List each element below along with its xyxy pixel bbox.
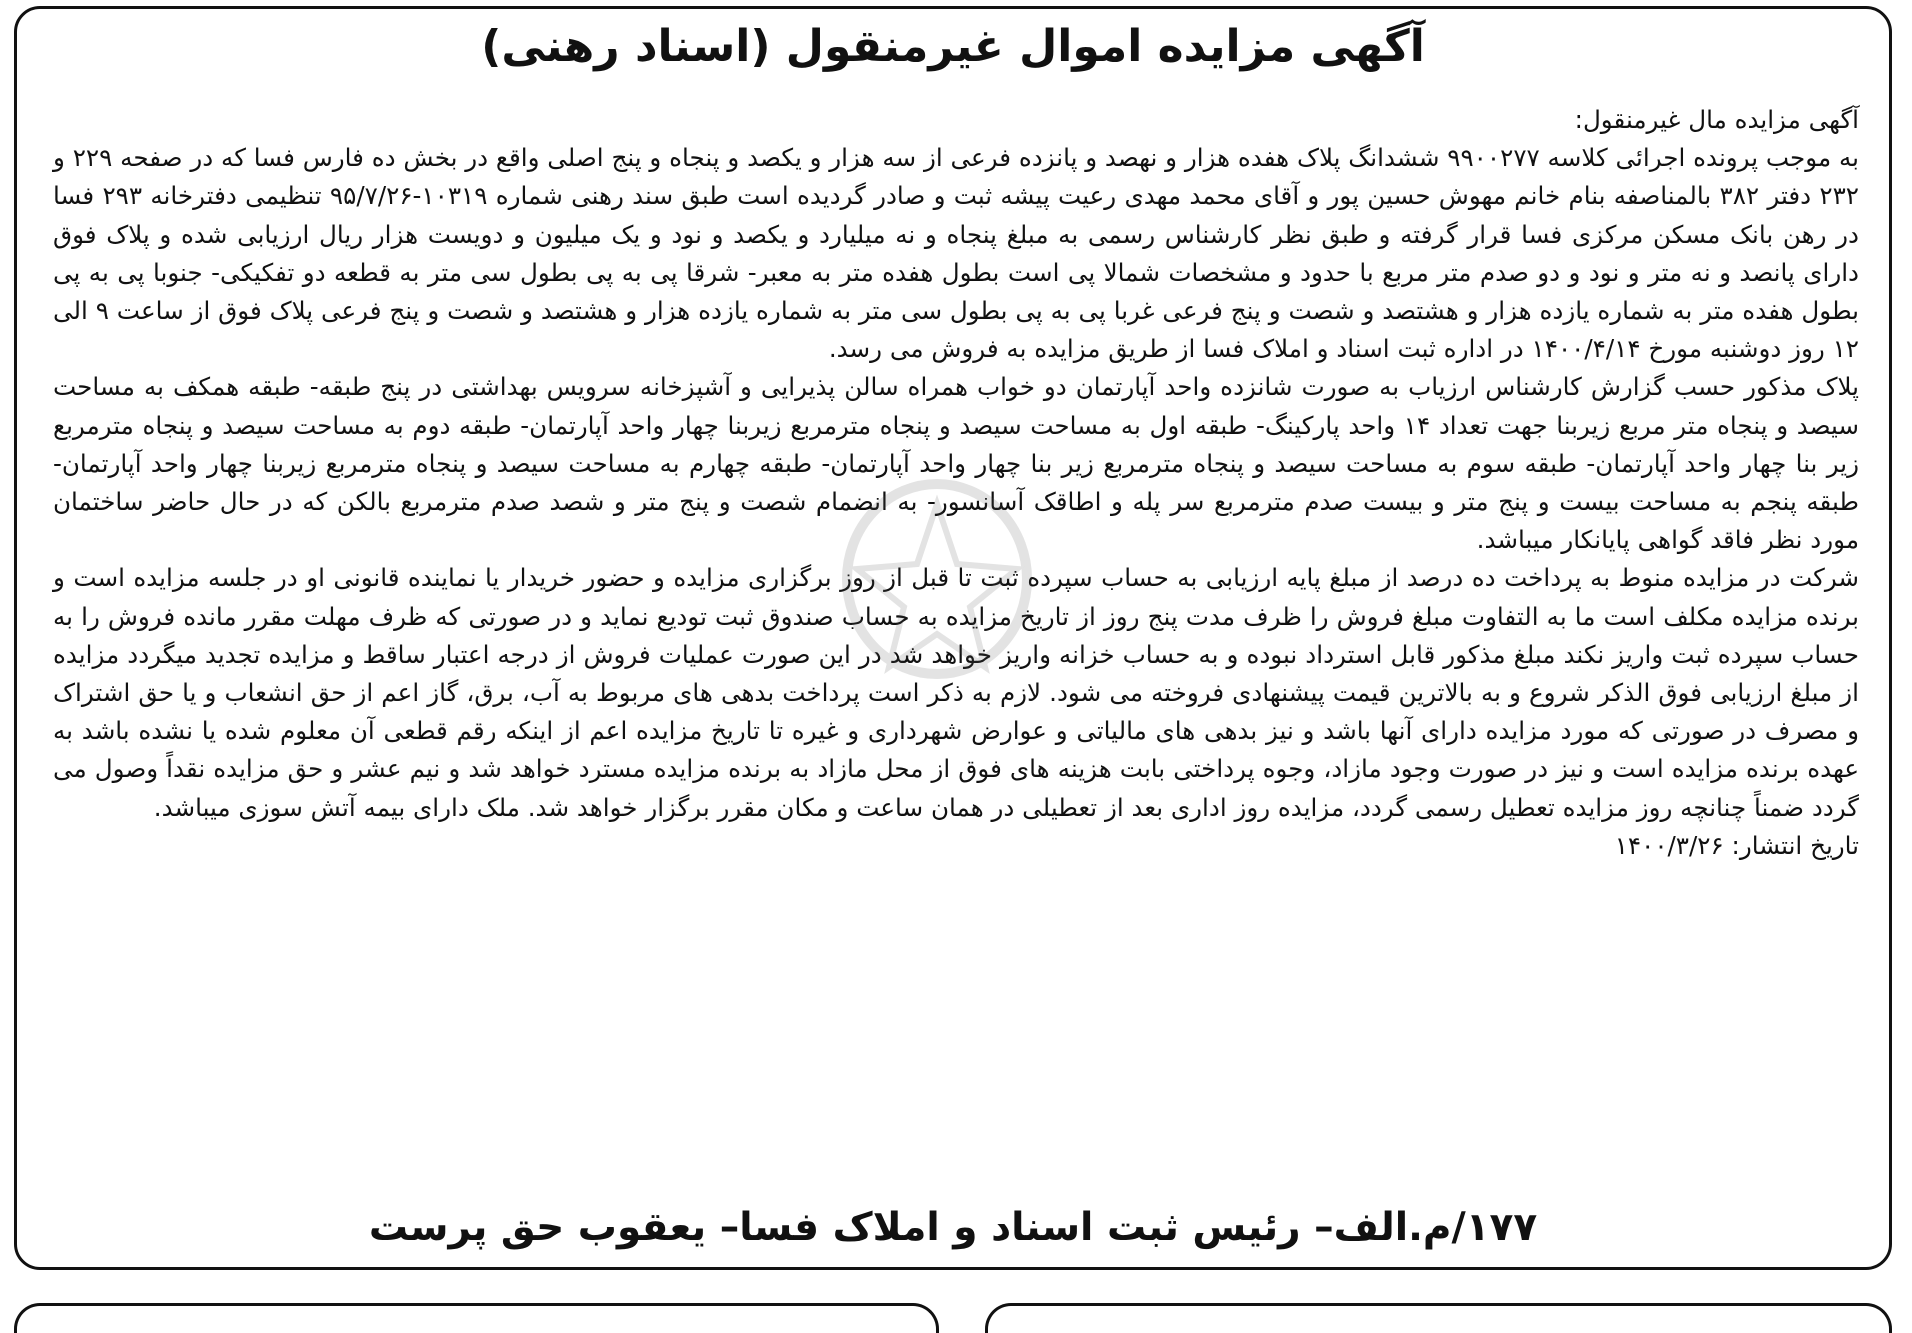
notice-title: آگهی مزایده اموال غیرمنقول (اسناد رهنی) — [481, 21, 1425, 72]
notice-paragraph-terms: شرکت در مزایده منوط به پرداخت ده درصد از مبلغ پایه ارزیابی به حساب سپرده ثبت تا قبل از روز برگزاری مزایده و حضور خریدار یا نماینده قانونی او در جلسه مزایده است و برنده مزایده مکلف است ما به التفاوت مبلغ فروش را ظرف مدت پنج روز از تاریخ مزایده به حساب صندوق ثبت تودیع نماید و در صورتی که ظرف مهلت مقرر مانده فروش را به حساب سپرده ثبت واریز نکند مبلغ مذکور قابل استرداد نبوده و به حساب خزانه واریز خواهد شد در این صورت عملیات فروش از درجه اعتبار ساقط و مزایده تجدید میگردد مزایده از مبلغ ارزیابی فوق الذکر شروع و به بالاترین قیمت پیشنهادی فروخته می شود. لازم به ذکر است پرداخت بدهی های مربوط به آب، برق، گاز اعم از حق انشعاب و یا حق اشتراک و مصرف در صورتی که مورد مزایده دارای آنها باشد و نیز بدهی های مالیاتی و عوارض شهرداری و غیره تا تاریخ مزایده اعم از اینکه رقم قطعی آن معلوم شده یا نشده باشد به عهده برنده مزایده است و نیز در صورت وجود مازاد، وجوه پرداختی بابت هزینه های فوق از محل مازاد به برنده مزایده مسترد خواهد شد و نیم عشر و حق مزایده نقداً وصول می گردد ضمناً چنانچه روز مزایده تعطیل رسمی گردد، مزایده روز اداری بعد از تعطیلی در همان ساعت و مکان مقرر برگزار خواهد شد. ملک دارای بیمه آتش سوزی میباشد. — [53, 563, 1859, 822]
notice-paragraph-case: به موجب پرونده اجرائی کلاسه ۹۹۰۰۲۷۷ ششدانگ پلاک هفده هزار و نهصد و پانزده فرعی از سه هزار و یکصد و پنجاه و پنج اصلی واقع در بخش ده فارس فسا که در صفحه ۲۲۹ و ۲۳۲ دفتر ۳۸۲ بالمناصفه بنام خانم مهوش حسین پور و آقای محمد مهدی رعیت پیشه ثبت و صادر گردیده است طبق سند رهنی شماره ۱۰۳۱۹-۹۵/۷/۲۶ تنظیمی دفترخانه ۲۹۳ فسا در رهن بانک مسکن مرکزی فسا قرار گرفته و طبق نظر کارشناس رسمی به مبلغ پنجاه و نه میلیارد و یکصد و نود و یک میلیون و دویست هزار ریال ارزیابی شده و پلاک فوق دارای پانصد و نه متر و نود و دو صدم متر مربع با حدود و مشخصات شمالا پی است بطول هفده متر به معبر- شرقا پی به پی بطول سی متر به قطعه دو تفکیکی- جنوبا پی به پی بطول هفده متر به شماره یازده هزار و هشتصد و شصت و پنج فرعی غربا پی به پی بطول سی متر به شماره یازده هزار و هشتصد و شصت و پنج فرعی پلاک فوق از ساعت ۹ الی ۱۲ روز دوشنبه مورخ ۱۴۰۰/۴/۱۴ در اداره ثبت اسناد و املاک فسا از طریق مزایده به فروش می رسد. — [53, 143, 1859, 364]
notice-signature: ۱۷۷/م.الف– رئیس ثبت اسناد و املاک فسا– یعقوب حق پرست — [368, 1205, 1538, 1250]
next-notice-box-right — [985, 1303, 1892, 1333]
publication-date: تاریخ انتشار: ۱۴۰۰/۳/۲۶ — [1614, 830, 1859, 860]
notice-body — [53, 101, 1859, 865]
notice-heading-line: آگهی مزایده مال غیرمنقول: — [1574, 105, 1859, 134]
notice-frame — [14, 6, 1892, 1270]
next-notice-box-left — [14, 1303, 939, 1333]
notice-paragraph-property: پلاک مذکور حسب گزارش کارشناس ارزیاب به صورت شانزده واحد آپارتمان دو خواب همراه سالن پذیرایی و آشپزخانه سرویس بهداشتی در پنج طبقه- طبقه همکف به مساحت سیصد و پنجاه متر مربع زیربنا جهت تعداد ۱۴ واحد پارکینگ- طبقه اول به مساحت سیصد و پنجاه مترمربع زیربنا چهار واحد آپارتمان- طبقه دوم به مساحت سیصد و پنجاه مترمربع زیر بنا چهار واحد آپارتمان- طبقه سوم به مساحت سیصد و پنجاه مترمربع زیر بنا چهار واحد آپارتمان- طبقه چهارم به مساحت سیصد و پنجاه مترمربع زیربنا چهار واحد آپارتمان- طبقه پنجم به مساحت بیست و پنج متر و بیست صدم مترمربع سر پله و اطاقک آسانسور- به انضمام شصت و پنج متر و شصد صدم مترمربع بالکن که در حال حاضر ساختمان مورد نظر فاقد گواهی پایانکار میباشد. — [53, 372, 1859, 555]
